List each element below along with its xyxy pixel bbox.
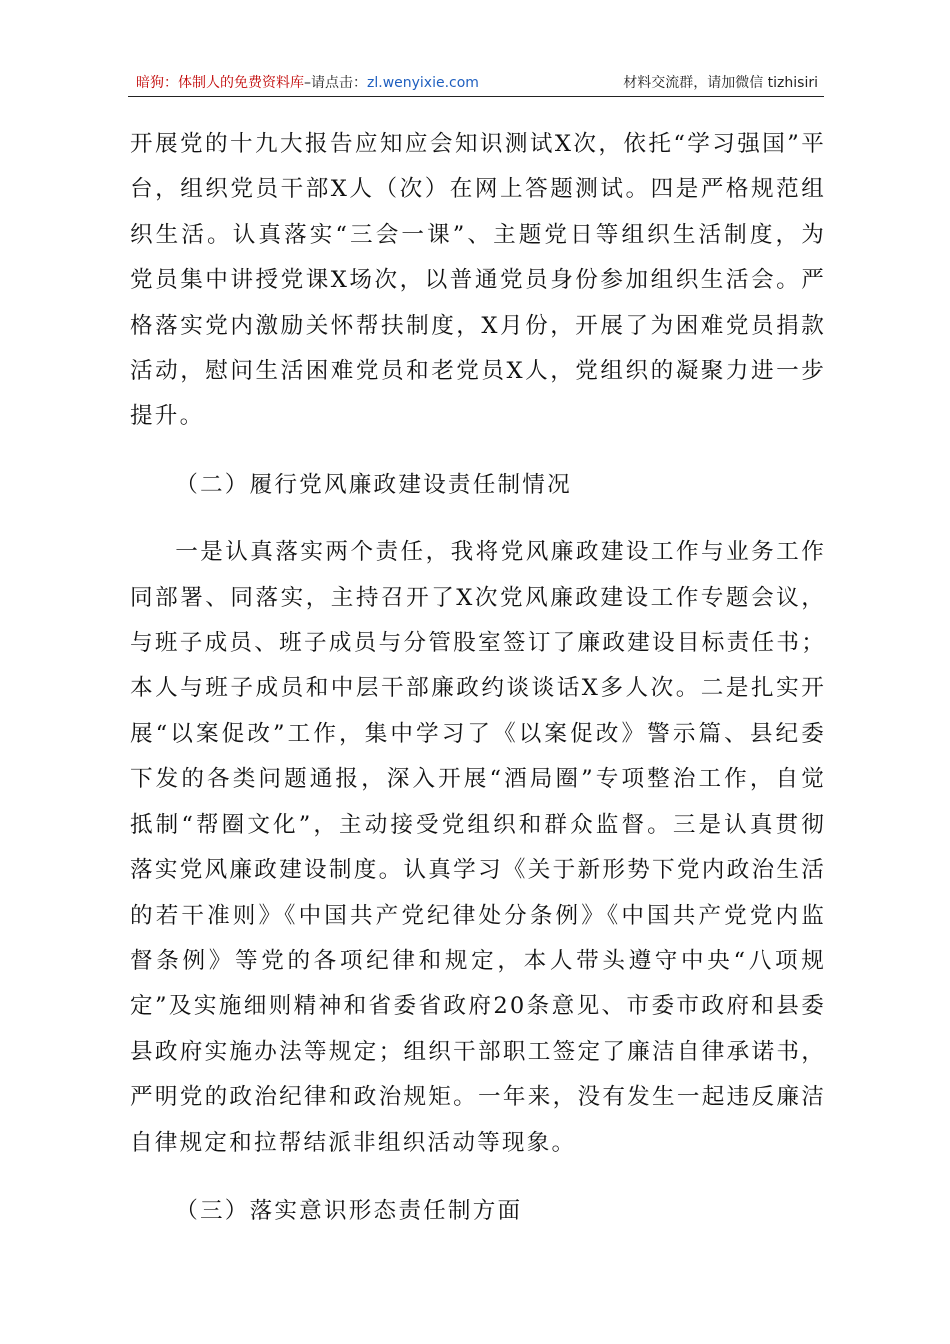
header-url-link[interactable]: zl.wenyixie.com: [367, 75, 479, 91]
paragraph-continued: 开展党的十九大报告应知应会知识测试X次，依托“学习强国”平台，组织党员干部X人（次）在网上答题测试。四是严格规范组织生活。认真落实“三会一课”、主题党日等组织生活制度，为党员集中讲授党课X场次，以普通党员身份参加组织生活会。严格落实党内激励关怀帮扶制度，X月份，开展了为困难党员捐款活动，慰问生活困难党员和老党员X人，党组织的凝聚力进一步提升。: [130, 131, 826, 430]
header-brand: 暗狗：体制人的免费资料库: [136, 75, 304, 91]
header-prompt: –请点击：: [304, 75, 367, 91]
document-body: [130, 122, 826, 1234]
section-heading-2: （二）履行党风廉政建设责任制情况: [175, 471, 572, 498]
header-left: [136, 70, 479, 96]
section-heading-3: （三）落实意识形态责任制方面: [175, 1197, 523, 1224]
header-contact: 材料交流群，请加微信 tizhisiri: [623, 75, 818, 91]
paragraph-section-2: 一是认真落实两个责任，我将党风廉政建设工作与业务工作同部署、同落实，主持召开了X次党风廉政建设工作专题会议，与班子成员、班子成员与分管股室签订了廉政建设目标责任书；本人与班子成员和中层干部廉政约谈谈话X多人次。二是扎实开展“以案促改”工作，集中学习了《以案促改》警示篇、县纪委下发的各类问题通报，深入开展“酒局圈”专项整治工作，自觉抵制“帮圈文化”，主动接受党组织和群众监督。三是认真贯彻落实党风廉政建设制度。认真学习《关于新形势下党内政治生活的若干准则》《中国共产党纪律处分条例》《中国共产党党内监督条例》等党的各项纪律和规定，本人带头遵守中央“八项规定”及实施细则精神和省委省政府20条意见、市委市政府和县委县政府实施办法等规定；组织干部职工签定了廉洁自律承诺书，严明党的政治纪律和政治规矩。一年来，没有发生一起违反廉洁自律规定和拉帮结派非组织活动等现象。: [130, 539, 826, 1156]
page-header: [128, 70, 824, 97]
